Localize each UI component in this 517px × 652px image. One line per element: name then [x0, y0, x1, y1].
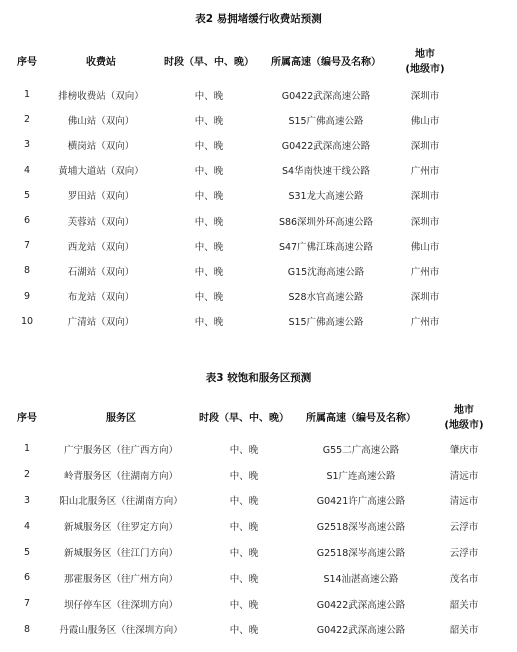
- table-row: [8, 591, 498, 617]
- cell-expressway: S47广佛江珠高速公路: [278, 241, 374, 253]
- cell-index: 5: [23, 189, 31, 201]
- col-header-index: 序号: [17, 56, 37, 68]
- cell-period: 中、晚: [229, 444, 259, 456]
- cell-expressway: G0422武深高速公路: [281, 140, 371, 152]
- cell-name: 黄埔大道站（双向）: [58, 166, 144, 178]
- cell-expressway: S15广佛高速公路: [288, 317, 364, 329]
- cell-city: 云浮市: [449, 522, 479, 534]
- cell-name: 坝仔停车区（往深圳方向）: [63, 599, 178, 611]
- cell-period: 中、晚: [194, 140, 224, 152]
- col-header-period: 时段（早、中、晚）: [199, 412, 289, 424]
- cell-period: 中、晚: [194, 90, 224, 102]
- cell-name: 新城服务区（往罗定方向）: [63, 522, 178, 534]
- cell-name: 布龙站（双向）: [67, 292, 135, 304]
- cell-period: 中、晚: [229, 470, 259, 482]
- col-header-period: 时段（早、中、晚）: [164, 56, 254, 68]
- col-header-toll-station: 收费站: [86, 56, 116, 68]
- col-header-city: 地市 (地级市): [444, 405, 484, 431]
- table-row: [8, 462, 498, 488]
- cell-name: 石湖站（双向）: [67, 266, 135, 278]
- table-row: [8, 132, 460, 157]
- cell-city: 韶关市: [449, 599, 479, 611]
- col-header-expressway: 所属高速（编号及名称）: [306, 412, 416, 424]
- cell-expressway: G55二广高速公路: [322, 444, 400, 456]
- table-row: [8, 158, 460, 183]
- cell-period: 中、晚: [194, 115, 224, 127]
- cell-period: 中、晚: [194, 317, 224, 329]
- cell-name: 那霍服务区（往广州方向）: [63, 573, 178, 585]
- cell-name: 广宁服务区（往广西方向）: [63, 444, 178, 456]
- cell-name: 芙蓉站（双向）: [67, 216, 135, 228]
- table-header-row: [8, 400, 498, 436]
- cell-city: 深圳市: [410, 292, 440, 304]
- table-row: [8, 513, 498, 539]
- cell-expressway: G0421许广高速公路: [316, 496, 406, 508]
- col-header-expressway: 所属高速（编号及名称）: [271, 56, 381, 68]
- cell-period: 中、晚: [229, 599, 259, 611]
- cell-name: 排榜收费站（双向）: [58, 90, 144, 102]
- cell-expressway: S1广连高速公路: [326, 470, 396, 482]
- table-row: [8, 617, 498, 643]
- cell-index: 4: [23, 164, 31, 176]
- saturated-service-areas-table: [8, 400, 498, 642]
- cell-city: 广州市: [410, 266, 440, 278]
- table-row: [8, 208, 460, 233]
- table-header-row: [8, 42, 460, 82]
- cell-name: 西龙站（双向）: [67, 241, 135, 253]
- cell-period: 中、晚: [194, 266, 224, 278]
- cell-index: 6: [23, 215, 31, 227]
- cell-index: 3: [23, 494, 31, 506]
- cell-period: 中、晚: [229, 522, 259, 534]
- cell-city: 佛山市: [410, 241, 440, 253]
- cell-expressway: G15沈海高速公路: [287, 266, 365, 278]
- cell-name: 岭背服务区（往湖南方向）: [63, 470, 178, 482]
- cell-name: 横岗站（双向）: [67, 140, 135, 152]
- cell-expressway: S14汕湛高速公路: [323, 573, 399, 585]
- cell-city: 云浮市: [449, 548, 479, 560]
- cell-name: 广清站（双向）: [67, 317, 135, 329]
- cell-expressway: G0422武深高速公路: [316, 599, 406, 611]
- cell-period: 中、晚: [229, 496, 259, 508]
- cell-city: 深圳市: [410, 140, 440, 152]
- cell-index: 8: [23, 265, 31, 277]
- table-row: [8, 233, 460, 258]
- cell-name: 阳山北服务区（往湖南方向）: [59, 496, 183, 508]
- cell-period: 中、晚: [194, 292, 224, 304]
- cell-name: 佛山站（双向）: [67, 115, 135, 127]
- table-row: [8, 284, 460, 309]
- cell-expressway: G0422武深高速公路: [281, 90, 371, 102]
- col-header-index: 序号: [17, 412, 37, 424]
- cell-expressway: S15广佛高速公路: [288, 115, 364, 127]
- cell-period: 中、晚: [194, 216, 224, 228]
- cell-city: 深圳市: [410, 216, 440, 228]
- cell-city: 深圳市: [410, 191, 440, 203]
- table2-caption: 表2 易拥堵缓行收费站预测: [195, 13, 322, 25]
- table-row: [8, 565, 498, 591]
- cell-index: 5: [23, 546, 31, 558]
- cell-city: 清远市: [449, 496, 479, 508]
- cell-period: 中、晚: [229, 625, 259, 637]
- cell-city: 肇庆市: [449, 444, 479, 456]
- cell-expressway: S4华南快速干线公路: [281, 166, 371, 178]
- table-row: [8, 82, 460, 107]
- cell-index: 4: [23, 520, 31, 532]
- cell-index: 10: [20, 315, 34, 327]
- cell-period: 中、晚: [229, 573, 259, 585]
- cell-index: 1: [23, 89, 31, 101]
- cell-city: 佛山市: [410, 115, 440, 127]
- cell-name: 丹霞山服务区（往深圳方向）: [59, 625, 183, 637]
- cell-city: 广州市: [410, 166, 440, 178]
- cell-city: 茂名市: [449, 573, 479, 585]
- cell-expressway: S86深圳外环高速公路: [278, 216, 374, 228]
- cell-index: 6: [23, 572, 31, 584]
- cell-index: 9: [23, 290, 31, 302]
- cell-period: 中、晚: [194, 191, 224, 203]
- cell-expressway: G0422武深高速公路: [316, 625, 406, 637]
- cell-name: 罗田站（双向）: [67, 191, 135, 203]
- cell-index: 1: [23, 443, 31, 455]
- cell-index: 2: [23, 469, 31, 481]
- cell-period: 中、晚: [194, 241, 224, 253]
- cell-index: 7: [23, 598, 31, 610]
- table-row: [8, 258, 460, 283]
- table3-caption: 表3 较饱和服务区预测: [205, 372, 312, 384]
- cell-period: 中、晚: [194, 166, 224, 178]
- cell-expressway: S31龙大高速公路: [288, 191, 364, 203]
- table-row: [8, 107, 460, 132]
- cell-city: 韶关市: [449, 625, 479, 637]
- cell-name: 新城服务区（往江门方向）: [63, 548, 178, 560]
- cell-index: 8: [23, 623, 31, 635]
- col-header-city: 地市 (地级市): [405, 49, 445, 75]
- cell-index: 7: [23, 240, 31, 252]
- cell-city: 清远市: [449, 470, 479, 482]
- cell-index: 3: [23, 139, 31, 151]
- table-row: [8, 183, 460, 208]
- cell-period: 中、晚: [229, 548, 259, 560]
- congested-toll-stations-table: [8, 42, 460, 334]
- table-row: [8, 436, 498, 462]
- cell-expressway: S28水官高速公路: [288, 292, 364, 304]
- cell-city: 广州市: [410, 317, 440, 329]
- cell-city: 深圳市: [410, 90, 440, 102]
- cell-index: 2: [23, 114, 31, 126]
- cell-expressway: G2518深岑高速公路: [316, 522, 406, 534]
- col-header-service-area: 服务区: [106, 412, 136, 424]
- cell-expressway: G2518深岑高速公路: [316, 548, 406, 560]
- table-row: [8, 488, 498, 514]
- table-row: [8, 539, 498, 565]
- table-row: [8, 309, 460, 334]
